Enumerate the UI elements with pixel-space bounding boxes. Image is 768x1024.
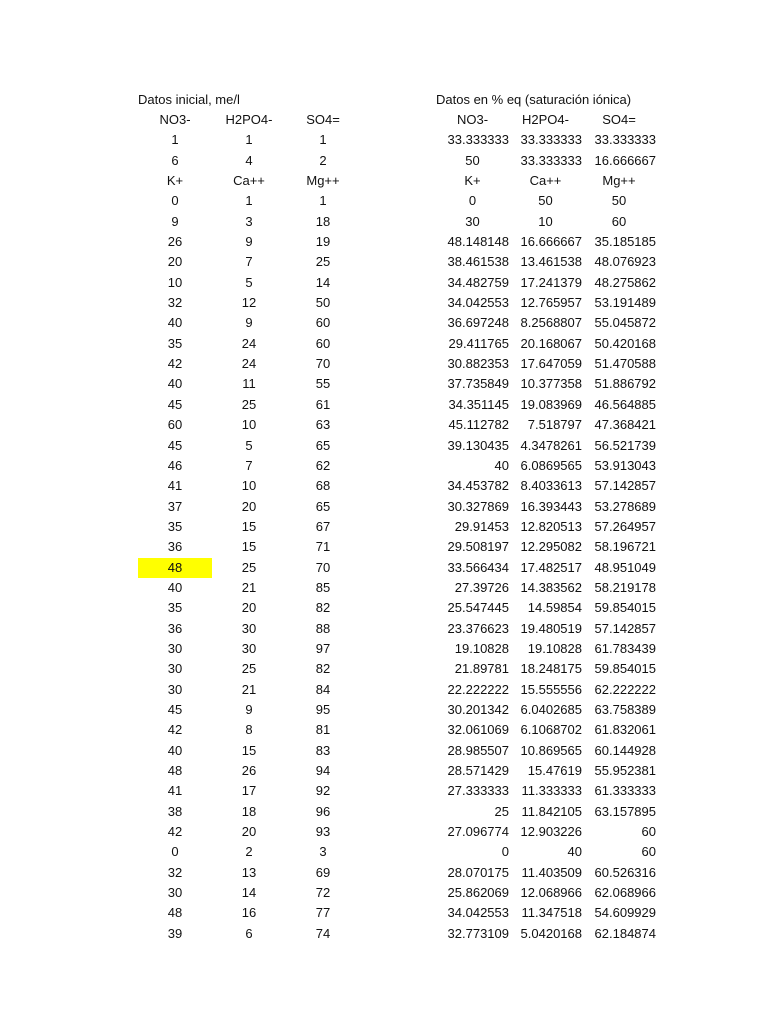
table-cell: 37	[167, 498, 183, 514]
table-cell: 48.076923	[594, 254, 656, 270]
table-cell: 55.045872	[594, 315, 656, 331]
table-cell: 48.951049	[594, 559, 656, 575]
table-cell: 48.148148	[447, 234, 509, 250]
table-cell: 27.333333	[447, 783, 509, 799]
table-cell: 95	[315, 701, 331, 717]
table-cell: 50	[465, 152, 480, 168]
table-cell: 62.222222	[594, 681, 656, 697]
table-cell: 96	[315, 803, 331, 819]
table-cell: 83	[315, 742, 331, 758]
table-cell: 61.832061	[594, 722, 656, 738]
table-cell: 28.070175	[447, 864, 509, 880]
column-6	[582, 110, 656, 944]
table-cell: 33.333333	[447, 132, 509, 148]
table-cell: 15	[241, 539, 257, 555]
table-cell: 34.351145	[448, 396, 509, 412]
table-cell: 29.411765	[448, 335, 509, 351]
column-4	[436, 110, 509, 944]
table-cell: 17.241379	[520, 274, 582, 290]
table-cell: 40	[167, 742, 183, 758]
table-cell: 35.185185	[594, 234, 656, 250]
title-percent-data: Datos en % eq (saturación iónica)	[436, 92, 632, 107]
table-cell: 11.347518	[521, 905, 582, 921]
table-cell: 40	[167, 376, 183, 392]
table-cell: 6.0402685	[520, 701, 582, 717]
table-cell: 34.042553	[447, 905, 509, 921]
table-cell: 15	[241, 742, 257, 758]
table-cell: 59.854015	[594, 600, 656, 616]
table-cell: 45	[167, 396, 183, 412]
table-cell: 92	[315, 783, 331, 799]
table-cell: 59.854015	[594, 661, 656, 677]
table-cell: 30.327869	[447, 498, 509, 514]
table-cell: 60.526316	[594, 864, 656, 880]
table-cell: 51.886792	[594, 376, 656, 392]
table-cell: 9	[245, 234, 253, 250]
table-cell: 25.862069	[447, 885, 509, 901]
table-cell: 65	[315, 498, 331, 514]
table-cell: 77	[315, 905, 331, 921]
table-cell: 11.333333	[521, 783, 582, 799]
header-cell: K+	[166, 173, 184, 189]
table-cell: 48	[167, 763, 183, 778]
table-cell: 9	[245, 315, 253, 331]
table-cell: 25	[241, 559, 257, 575]
table-cell: 38	[167, 803, 183, 819]
table-cell: 17.647059	[520, 356, 582, 372]
table-cell: 34.042553	[447, 295, 509, 311]
table-cell: 20.168067	[520, 335, 582, 351]
table-cell: 6.0869565	[520, 457, 582, 473]
table-cell: 27.096774	[447, 824, 509, 840]
table-cell: 6	[171, 152, 179, 168]
table-cell: 11.842105	[521, 803, 582, 819]
table-cell: 5	[245, 274, 253, 290]
table-cell: 26	[167, 234, 183, 250]
table-cell: 94	[315, 763, 331, 778]
table-cell: 32.773109	[447, 925, 509, 941]
table-cell: 12.903226	[520, 824, 582, 840]
column-1	[138, 110, 212, 944]
table-cell: 7.518797	[527, 417, 582, 433]
table-cell: 19.10828	[454, 640, 509, 656]
table-cell: 72	[315, 885, 331, 901]
table-cell: 33.333333	[520, 152, 582, 168]
table-cell: 34.453782	[447, 478, 509, 494]
table-cell: 42	[167, 824, 183, 840]
table-cell: 7	[245, 254, 253, 270]
title-initial-data: Datos inicial, me/l	[138, 92, 240, 107]
table-cell: 54.609929	[594, 905, 656, 921]
table-cell: 55	[315, 376, 331, 392]
table-cell: 56.521739	[594, 437, 656, 453]
table-cell: 0	[171, 844, 179, 860]
table-cell: 8	[245, 722, 253, 738]
table-cell: 30	[241, 640, 257, 656]
table-cell: 24	[241, 335, 257, 351]
table-cell: 28.985507	[447, 742, 509, 758]
table-cell: 65	[315, 437, 331, 453]
table-cell: 67	[315, 518, 331, 534]
table-cell: 17.482517	[520, 559, 582, 575]
table-cell: 53.191489	[594, 295, 656, 311]
table-cell: 27.39726	[454, 579, 509, 595]
table-cell: 29.91453	[454, 518, 509, 534]
table-cell: 6.1068702	[520, 722, 582, 738]
table-cell: 33.333333	[520, 132, 582, 148]
table-cell: 36	[167, 620, 183, 636]
table-cell: 61.333333	[594, 783, 656, 799]
table-cell: 24	[241, 356, 257, 372]
table-cell: 18	[241, 803, 257, 819]
table-cell: 63.758389	[594, 701, 656, 717]
table-cell: 10	[241, 417, 257, 433]
table-cell: 4.3478261	[520, 437, 582, 453]
table-cell: 11.403509	[521, 864, 582, 880]
table-cell: 14	[241, 885, 257, 901]
table-cell: 85	[315, 579, 331, 595]
table-cell: 15	[241, 518, 257, 534]
header-cell: Ca++	[233, 173, 265, 189]
table-cell: 50	[611, 193, 627, 209]
table-cell: 57.142857	[594, 478, 656, 494]
table-cell: 60	[315, 315, 331, 331]
table-cell: 88	[315, 620, 331, 636]
table-cell: 21	[241, 579, 257, 595]
table-cell: 18.248175	[520, 661, 582, 677]
table-cell: 38.461538	[447, 254, 509, 270]
table-cell: 1	[319, 132, 327, 148]
header-cell: Mg++	[602, 173, 636, 189]
table-cell: 32.061069	[447, 722, 509, 738]
table-cell: 30.201342	[447, 701, 509, 717]
table-cell: 50	[315, 295, 331, 311]
table-cell: 22.222222	[447, 681, 509, 697]
table-cell: 18	[315, 213, 331, 229]
table-cell: 37.735849	[447, 376, 509, 392]
highlighted-cell: 48	[138, 558, 212, 578]
table-cell: 25	[241, 396, 257, 412]
table-cell: 10.377358	[520, 376, 582, 392]
table-cell: 8.2568807	[520, 315, 582, 331]
table-cell: 14.59854	[527, 600, 582, 616]
table-cell: 33.566434	[447, 559, 509, 575]
table-cell: 10	[167, 274, 183, 290]
table-cell: 30	[167, 640, 183, 656]
table-cell: 41	[167, 783, 183, 799]
table-cell: 12.295082	[520, 539, 582, 555]
table-cell: 16.666667	[520, 234, 582, 250]
table-cell: 45.112782	[448, 417, 509, 433]
table-cell: 1	[171, 132, 179, 148]
table-cell: 3	[319, 844, 327, 860]
table-cell: 40	[494, 457, 509, 473]
table-cell: 30	[167, 885, 183, 901]
table-cell: 12.068966	[520, 885, 582, 901]
table-cell: 58.196721	[594, 539, 656, 555]
table-cell: 12	[241, 295, 257, 311]
table-cell: 40	[167, 579, 183, 595]
table-cell: 62	[315, 457, 331, 473]
table-cell: 17	[241, 783, 257, 799]
table-cell: 2	[319, 152, 327, 168]
table-cell: 19.083969	[520, 396, 582, 412]
table-cell: 45	[167, 701, 183, 717]
table-cell: 62.184874	[594, 925, 656, 941]
table-cell: 53.913043	[594, 457, 656, 473]
table-cell: 25	[494, 803, 509, 819]
table-cell: 60	[641, 844, 656, 860]
table-cell: 13.461538	[520, 254, 582, 270]
table-cell: 60	[641, 824, 656, 840]
table-cell: 2	[245, 844, 253, 860]
table-cell: 20	[241, 824, 257, 840]
table-cell: 46	[167, 457, 183, 473]
header-cell: Mg++	[306, 173, 340, 189]
table-cell: 33.333333	[594, 132, 656, 148]
table-cell: 42	[167, 356, 183, 372]
table-cell: 60	[167, 417, 183, 433]
table-cell: 25	[241, 661, 257, 677]
table-cell: 13	[241, 864, 257, 880]
table-cell: 32	[167, 295, 183, 311]
header-cell: Ca++	[529, 173, 562, 189]
table-cell: 42	[167, 722, 183, 738]
table-cell: 32	[167, 864, 183, 880]
table-cell: 21.89781	[454, 661, 509, 677]
table-cell: 30	[465, 213, 480, 229]
table-cell: 97	[315, 640, 331, 656]
table-cell: 46.564885	[594, 396, 656, 412]
table-cell: 39.130435	[447, 437, 509, 453]
table-cell: 16.393443	[520, 498, 582, 514]
table-cell: 62.068966	[594, 885, 656, 901]
table-cell: 74	[315, 925, 331, 941]
table-cell: 81	[315, 722, 331, 738]
table-cell: 20	[167, 254, 183, 270]
table-cell: 61	[315, 396, 331, 412]
table-cell: 70	[315, 356, 331, 372]
table-cell: 5.0420168	[520, 925, 582, 941]
table-cell: 48	[167, 905, 183, 921]
table-cell: 26	[241, 763, 257, 778]
table-cell: 0	[501, 844, 509, 860]
table-cell: 30	[167, 661, 183, 677]
table-cell: 25.547445	[447, 600, 509, 616]
header-cell: NO3-	[456, 112, 489, 127]
table-cell: 19.480519	[520, 620, 582, 636]
table-cell: 57.142857	[594, 620, 656, 636]
table-cell: 6	[245, 925, 253, 941]
table-cell: 35	[167, 335, 183, 351]
header-cell: H2PO4-	[225, 112, 273, 127]
table-cell: 68	[315, 478, 331, 494]
table-cell: 55.952381	[594, 763, 656, 778]
header-cell: H2PO4-	[522, 112, 569, 127]
table-cell: 39	[167, 925, 183, 941]
table-cell: 29.508197	[447, 539, 509, 555]
column-3	[286, 110, 360, 944]
table-cell: 0	[468, 193, 477, 209]
table-cell: 40	[167, 315, 183, 331]
table-cell: 8.4033613	[520, 478, 582, 494]
column-5	[509, 110, 582, 944]
table-cell: 20	[241, 600, 257, 616]
table-cell: 60	[315, 335, 331, 351]
table-cell: 1	[245, 132, 253, 148]
table-cell: 69	[315, 864, 331, 880]
table-cell: 12.820513	[520, 518, 582, 534]
table-cell: 19.10828	[527, 640, 582, 656]
table-cell: 30	[241, 620, 257, 636]
table-cell: 25	[315, 254, 331, 270]
table-cell: 11	[242, 376, 256, 392]
table-cell: 48.275862	[594, 274, 656, 290]
table-cell: 20	[241, 498, 257, 514]
table-cell: 10	[538, 213, 553, 229]
table-cell: 9	[245, 701, 253, 717]
table-cell: 63.157895	[594, 803, 656, 819]
table-cell: 16	[241, 905, 257, 921]
table-cell: 30	[167, 681, 183, 697]
table-cell: 60	[611, 213, 627, 229]
table-cell: 14	[315, 274, 331, 290]
table-cell: 63	[315, 417, 331, 433]
table-cell: 36	[167, 539, 183, 555]
table-cell: 10	[241, 478, 257, 494]
table-cell: 30.882353	[447, 356, 509, 372]
table-cell: 21	[241, 681, 257, 697]
table-cell: 23.376623	[447, 620, 509, 636]
table-cell: 53.278689	[594, 498, 656, 514]
table-cell: 3	[245, 213, 253, 229]
table-cell: 4	[245, 152, 253, 168]
table-cell: 57.264957	[594, 518, 656, 534]
header-cell: SO4=	[306, 112, 340, 127]
table-cell: 15.47619	[527, 763, 582, 778]
header-cell: SO4=	[602, 112, 636, 127]
column-2	[212, 110, 286, 944]
table-cell: 14.383562	[520, 579, 582, 595]
table-cell: 35	[167, 518, 183, 534]
table-cell: 9	[171, 213, 179, 229]
table-cell: 15.555556	[520, 681, 582, 697]
table-cell: 93	[315, 824, 331, 840]
table-cell: 35	[167, 600, 183, 616]
table-cell: 50	[538, 193, 553, 209]
table-cell: 47.368421	[594, 417, 656, 433]
header-cell: K+	[464, 173, 481, 189]
table-cell: 84	[315, 681, 331, 697]
table-cell: 82	[315, 661, 331, 677]
table-cell: 16.666667	[594, 152, 656, 168]
table-cell: 28.571429	[447, 763, 509, 778]
table-cell: 19	[315, 234, 331, 250]
table-cell: 41	[167, 478, 183, 494]
table-cell: 7	[245, 457, 253, 473]
table-cell: 34.482759	[447, 274, 509, 290]
table-cell: 45	[167, 437, 183, 453]
table-cell: 71	[315, 539, 331, 555]
table-cell: 10.869565	[520, 742, 582, 758]
table-cell: 5	[245, 437, 253, 453]
table-cell: 50.420168	[594, 335, 656, 351]
table-cell: 1	[319, 193, 327, 209]
table-cell: 12.765957	[520, 295, 582, 311]
header-cell: NO3-	[159, 112, 191, 127]
table-cell: 82	[315, 600, 331, 616]
table-cell: 40	[567, 844, 582, 860]
table-cell: 61.783439	[594, 640, 656, 656]
table-cell: 58.219178	[594, 579, 656, 595]
table-cell: 1	[245, 193, 253, 209]
table-cell: 51.470588	[594, 356, 656, 372]
table-cell: 70	[315, 559, 331, 575]
table-cell: 36.697248	[447, 315, 509, 331]
table-cell: 0	[171, 193, 179, 209]
table-cell: 60.144928	[594, 742, 656, 758]
